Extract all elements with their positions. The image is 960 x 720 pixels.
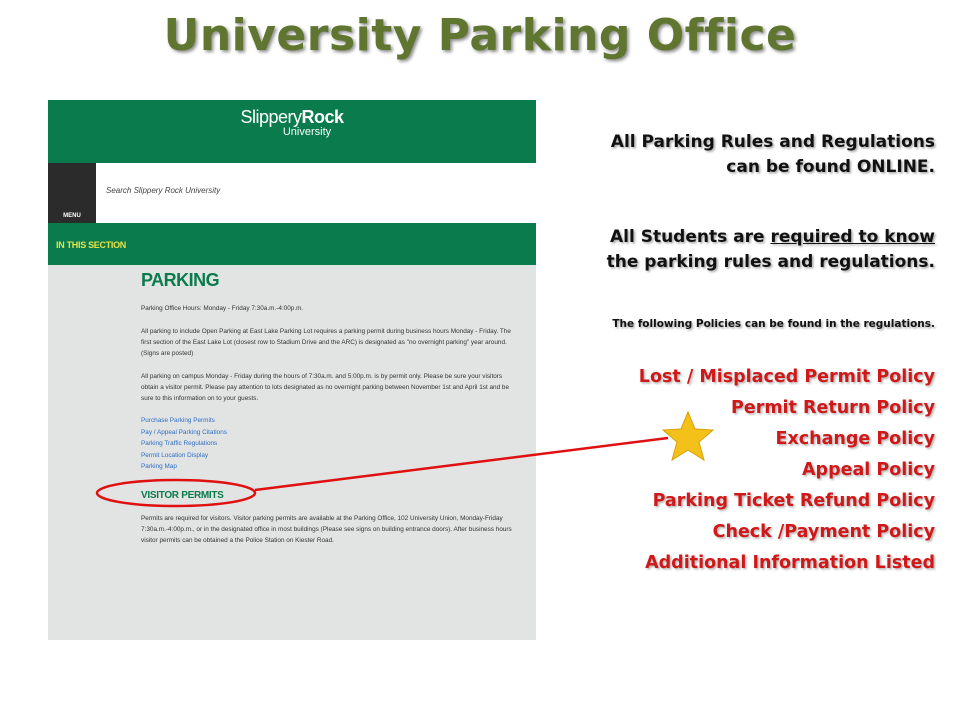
- east-lake-text: All parking to include Open Parking at East Lake Parking Lot requires a parking permit during business hours Monday - Friday. The first section of the East Lake Lot (closest row to Stadium Drive and the ARC) is designated as "no overnight parking" year around. (Signs are posted): [141, 328, 511, 357]
- required-line2: the parking rules and regulations.: [606, 252, 935, 272]
- logo-text-rock: Rock: [301, 107, 344, 127]
- menu-label: MENU: [63, 213, 81, 219]
- online-rules-line2: can be found ONLINE.: [726, 157, 935, 177]
- search-input[interactable]: Search Slippery Rock University: [106, 186, 221, 195]
- policy-item: Additional Information Listed: [645, 553, 935, 573]
- required-line-start: All Students are: [609, 227, 771, 247]
- policies-note: The following Policies can be found in the regulations.: [612, 318, 935, 330]
- policy-item: Exchange Policy: [775, 429, 935, 449]
- pointer-line: [255, 438, 668, 490]
- permit-text: All parking on campus Monday - Friday during the hours of 7:30a.m. and 5:00p.m. is by permit only. Please be sure your visitors obtain a visitor permit. Please pay attention to lots designated as no overnight parking between November 1st and April 1st and be sure to this information on to your guests.: [141, 373, 510, 402]
- policy-item: Permit Return Policy: [731, 398, 935, 418]
- online-rules-line1: All Parking Rules and Regulations: [610, 132, 935, 152]
- section-label: IN THIS SECTION: [56, 240, 127, 250]
- link-parking-map[interactable]: Parking Map: [141, 463, 177, 470]
- star-icon: [663, 412, 713, 460]
- visitor-permits-heading: VISITOR PERMITS: [141, 489, 224, 501]
- parking-heading: PARKING: [141, 270, 220, 290]
- visitor-permits-text: Permits are required for visitors. Visitor parking permits are available at the Parking Office, 102 University Union, Monday-Friday 7:30a.m.-4:00p.m., or in the designated office in most buildings (Please see signs on building entrance doors). After business hours visitor permits can be obtained a the Police Station on Kiester Road.: [141, 514, 512, 544]
- policy-item: Lost / Misplaced Permit Policy: [638, 367, 935, 387]
- required-to-know-underlined: required to know: [770, 227, 935, 247]
- policy-item: Check /Payment Policy: [712, 522, 935, 542]
- link-traffic-regulations[interactable]: Parking Traffic Regulations: [141, 440, 218, 447]
- link-purchase-permits[interactable]: Purchase Parking Permits: [141, 417, 215, 424]
- highlight-ellipse: [97, 480, 255, 506]
- policy-item: Parking Ticket Refund Policy: [652, 491, 935, 511]
- office-hours-text: Parking Office Hours: Monday - Friday 7:30a.m.-4:00p.m.: [141, 305, 304, 312]
- slide-title: University Parking Office: [163, 10, 797, 61]
- link-pay-appeal-citations[interactable]: Pay / Appeal Parking Citations: [141, 428, 227, 436]
- logo-text-slippery: Slippery: [240, 107, 302, 127]
- link-permit-location[interactable]: Permit Location Display: [141, 451, 209, 459]
- policy-item: Appeal Policy: [802, 460, 935, 480]
- logo-text-university: University: [282, 126, 332, 138]
